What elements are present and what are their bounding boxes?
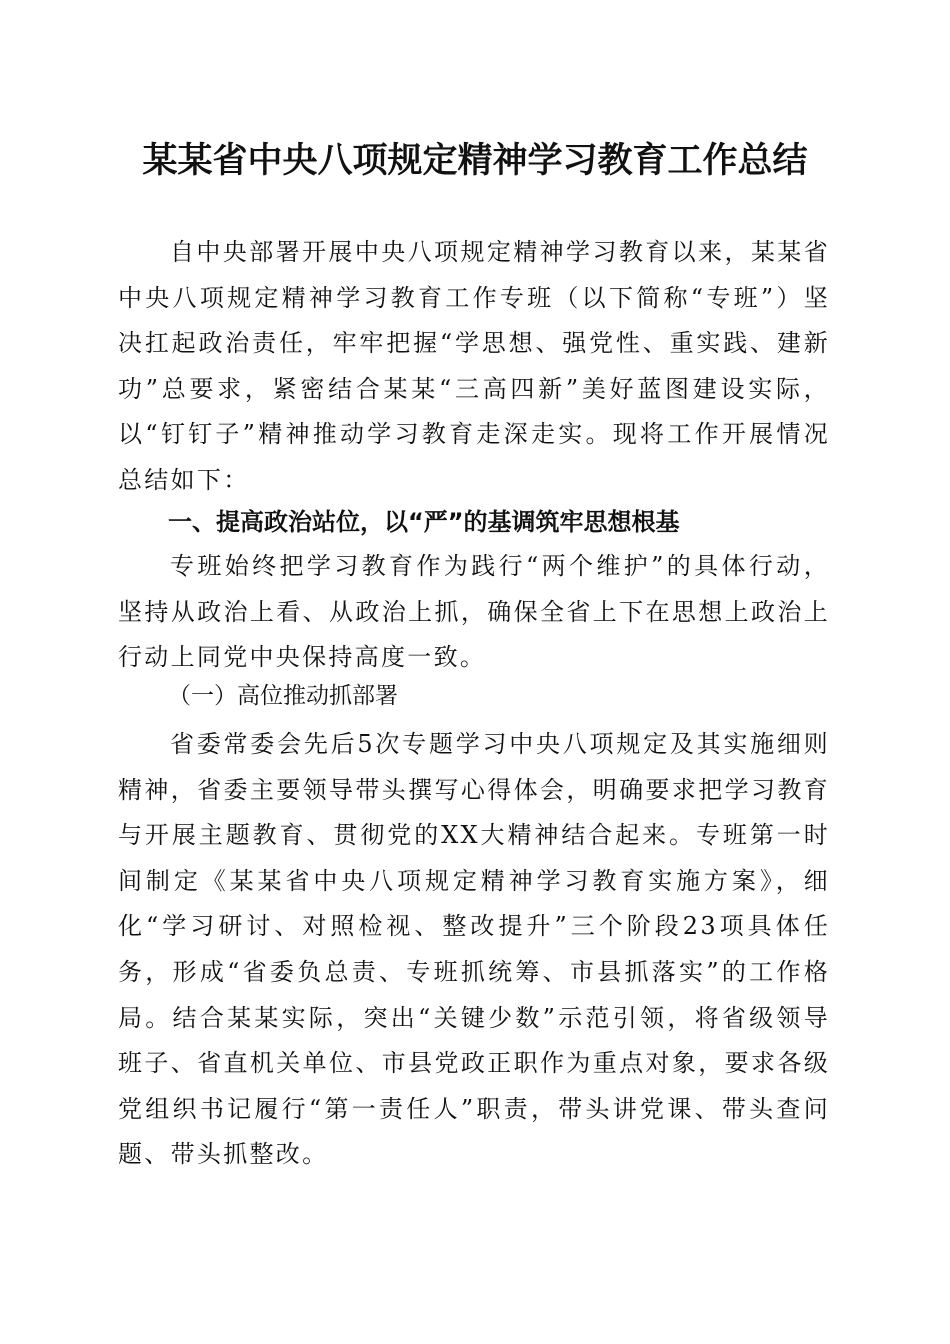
section-1-paragraph: 专班始终把学习教育作为践行“两个维护”的具体行动，坚持从政治上看、从政治上抓，确保全省上下在思想上政治上行动上同党中央保持高度一致。 xyxy=(118,552,830,672)
document-title: 某某省中央八项规定精神学习教育工作总结 xyxy=(142,140,808,181)
subsection-heading-1: （一）高位推动抓部署 xyxy=(168,683,398,709)
intro-paragraph: 自中央部署开展中央八项规定精神学习教育以来，某某省中央八项规定精神学习教育工作专班（以下简称“专班”）坚决扛起政治责任，牢牢把握“学思想、强党性、重实践、建新功”总要求，紧密结合某某“三高四新”美好蓝图建设实际，以“钉钉子”精神推动学习教育走深走实。现将工作开展情况总结如下： xyxy=(118,238,830,494)
section-heading-1: 一、提高政治站位，以“严”的基调筑牢思想根基 xyxy=(168,508,680,536)
subsection-1-paragraph: 省委常委会先后5次专题学习中央八项规定及其实施细则精神，省委主要领导带头撰写心得体会，明确要求把学习教育与开展主题教育、贯彻党的XX大精神结合起来。专班第一时间制定《某某省中央八项规定精神学习教育实施方案》，细化“学习研讨、对照检视、整改提升”三个阶段23项具体任务，形成“省委负总责、专班抓统筹、市县抓落实”的工作格局。结合某某实际，突出“关键少数”示范引领，将省级领导班子、省直机关单位、市县党政正职作为重点对象，要求各级党组织书记履行“第一责任人”职责，带头讲党课、带头查问题、带头抓整改。 xyxy=(118,730,830,1169)
